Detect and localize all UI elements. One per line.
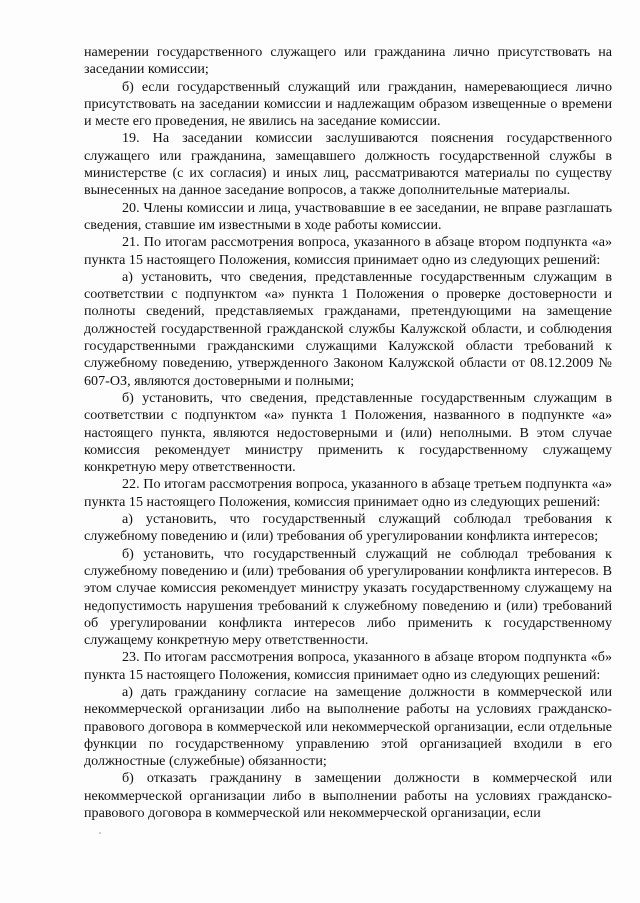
paragraph-23b: б) отказать гражданину в замещении должности в коммерческой или некоммерческой организации либо в выполнении работы на условиях гражданско-правового договора в коммерческой или некоммерческой организации, если (84, 770, 612, 822)
paragraph-22b: б) установить, что государственный служащий не соблюдал требования к служебному поведению и (или) требования об урегулировании конфликта интересов. В этом случае комиссия рекомендует министру указать государственному служащему на недопустимость нарушения требований к служебному поведению и (или) требований об урегулировании конфликта интересов либо применить к государственному служащему конкретную меру ответственности. (84, 545, 612, 649)
paragraph-23a: а) дать гражданину согласие на замещение должности в коммерческой или некоммерческой организации либо на выполнение работы на условиях гражданско-правового договора в коммерческой или некоммерческой организации, если отдельные функции по государственному управлению этой организацией входили в его должностные (служебные) обязанности; (84, 683, 612, 770)
paragraph-18b: б) если государственный служащий или гражданин, намеревающиеся лично присутствовать на заседании комиссии и надлежащим образом извещенные о времени и месте его проведения, не явились на заседание комиссии. (84, 78, 612, 130)
paragraph-22: 22. По итогам рассмотрения вопроса, указанного в абзаце третьем подпункта «а» пункта 15 настоящего Положения, комиссия принимает одно из следующих решений: (84, 476, 612, 510)
paragraph-20: 20. Члены комиссии и лица, участвовавшие в ее заседании, не вправе разглашать сведения, ставшие им известными в ходе работы комиссии. (84, 199, 612, 233)
document-body (84, 44, 612, 822)
paragraph-22a: а) установить, что государственный служащий соблюдал требования к служебному поведению и (или) требования об урегулировании конфликта интересов; (84, 511, 612, 545)
paragraph-continuation: намерении государственного служащего или гражданина лично присутствовать на заседании комиссии; (84, 44, 612, 78)
paragraph-21b: б) установить, что сведения, представленные государственным служащим в соответствии с подпунктом «а» пункта 1 Положения, названного в подпункте «а» настоящего пункта, являются недостоверными и (или) неполными. В этом случае комиссия рекомендует министру применить к государственному служащему конкретную меру ответственности. (84, 389, 612, 476)
paragraph-21: 21. По итогам рассмотрения вопроса, указанного в абзаце втором подпункта «а» пункта 15 настоящего Положения, комиссия принимает одно из следующих решений: (84, 234, 612, 268)
paragraph-21a: а) установить, что сведения, представленные государственным служащим в соответствии с подпунктом «а» пункта 1 Положения о проверке достоверности и полноты сведений, представляемых гражданами, претендующими на замещение должностей государственной гражданской службы Калужской области, и соблюдения государственными гражданскими служащими Калужской области требований к служебному поведению, утвержденного Законом Калужской области от 08.12.2009 № 607-ОЗ, являются достоверными и полными; (84, 268, 612, 389)
scan-speck (99, 832, 101, 834)
paragraph-23: 23. По итогам рассмотрения вопроса, указанного в абзаце втором подпункта «б» пункта 15 настоящего Положения, комиссия принимает одно из следующих решений: (84, 649, 612, 683)
paragraph-19: 19. На заседании комиссии заслушиваются пояснения государственного служащего или гражданина, замещавшего должность государственной службы в министерстве (с их согласия) и иных лиц, рассматриваются материалы по существу вынесенных на данное заседание вопросов, а также дополнительные материалы. (84, 130, 612, 199)
